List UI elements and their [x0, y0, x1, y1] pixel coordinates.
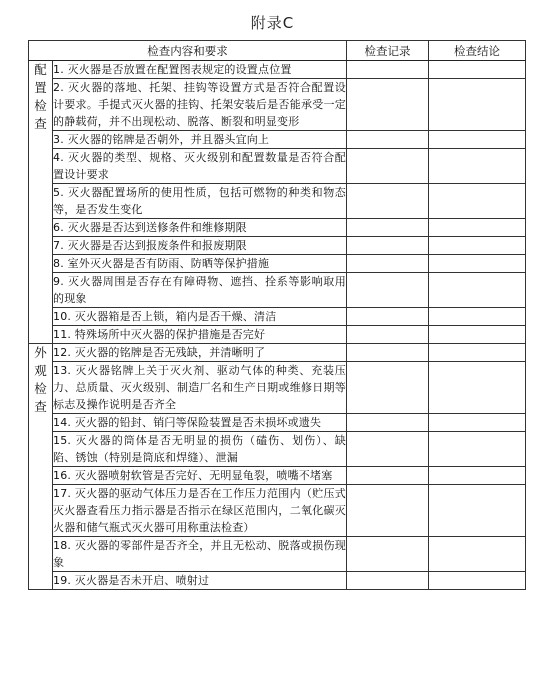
table-row [29, 237, 526, 255]
conclusion-cell[interactable] [429, 326, 526, 344]
record-cell[interactable] [347, 184, 429, 219]
conclusion-cell[interactable] [429, 273, 526, 308]
record-cell[interactable] [347, 61, 429, 79]
check-item: 19. 灭火器是否未开启、喷射过 [53, 572, 347, 590]
record-cell[interactable] [347, 219, 429, 237]
conclusion-cell[interactable] [429, 432, 526, 467]
record-cell[interactable] [347, 572, 429, 590]
conclusion-cell[interactable] [429, 79, 526, 131]
check-item: 1. 灭火器是否放置在配置图表规定的设置点位置 [53, 61, 347, 79]
header-content: 检查内容和要求 [29, 41, 347, 61]
check-item: 15. 灭火器的筒体是否无明显的损伤（磕伤、划伤）、缺陷、锈蚀（特别是筒底和焊缝）、泄漏 [53, 432, 347, 467]
conclusion-cell[interactable] [429, 237, 526, 255]
conclusion-cell[interactable] [429, 219, 526, 237]
group-label-config: 配置检查 [29, 61, 53, 344]
table-row [29, 255, 526, 273]
record-cell[interactable] [347, 149, 429, 184]
header-conclusion: 检查结论 [429, 41, 526, 61]
check-item: 18. 灭火器的零部件是否齐全，并且无松动、脱落或损伤现象 [53, 537, 347, 572]
table-row [29, 414, 526, 432]
table-row [29, 308, 526, 326]
check-item: 2. 灭火器的落地、托架、挂钩等设置方式是否符合配置设计要求。手提式灭火器的挂钩、托架安装后是否能承受一定的静载荷，并不出现松动、脱落、断裂和明显变形 [53, 79, 347, 131]
check-item: 8. 室外灭火器是否有防雨、防晒等保护措施 [53, 255, 347, 273]
table-row [29, 485, 526, 537]
header-record: 检查记录 [347, 41, 429, 61]
conclusion-cell[interactable] [429, 572, 526, 590]
conclusion-cell[interactable] [429, 344, 526, 362]
conclusion-cell[interactable] [429, 184, 526, 219]
record-cell[interactable] [347, 362, 429, 414]
record-cell[interactable] [347, 273, 429, 308]
check-item: 16. 灭火器喷射软管是否完好、无明显龟裂，喷嘴不堵塞 [53, 467, 347, 485]
check-item: 14. 灭火器的铅封、销闩等保险装置是否未损坏或遗失 [53, 414, 347, 432]
table-row [29, 362, 526, 414]
check-item: 12. 灭火器的铭牌是否无残缺，并清晰明了 [53, 344, 347, 362]
conclusion-cell[interactable] [429, 414, 526, 432]
check-item: 3. 灭火器的铭牌是否朝外，并且器头宜向上 [53, 131, 347, 149]
table-row [29, 432, 526, 467]
record-cell[interactable] [347, 326, 429, 344]
table-row [29, 79, 526, 131]
record-cell[interactable] [347, 414, 429, 432]
check-item: 6. 灭火器是否达到送修条件和维修期限 [53, 219, 347, 237]
conclusion-cell[interactable] [429, 308, 526, 326]
table-row [29, 61, 526, 79]
table-row [29, 326, 526, 344]
record-cell[interactable] [347, 79, 429, 131]
conclusion-cell[interactable] [429, 485, 526, 537]
check-item: 10. 灭火器箱是否上锁，箱内是否干燥、清洁 [53, 308, 347, 326]
record-cell[interactable] [347, 308, 429, 326]
table-row [29, 273, 526, 308]
table-row [29, 344, 526, 362]
check-item: 17. 灭火器的驱动气体压力是否在工作压力范围内（贮压式灭火器查看压力指示器是否指示在绿区范围内，二氧化碳灭火器和储气瓶式灭火器可用称重法检查） [53, 485, 347, 537]
conclusion-cell[interactable] [429, 61, 526, 79]
check-item: 11. 特殊场所中灭火器的保护措施是否完好 [53, 326, 347, 344]
record-cell[interactable] [347, 432, 429, 467]
header-row [29, 41, 526, 61]
inspection-table [28, 40, 526, 590]
table-row [29, 149, 526, 184]
conclusion-cell[interactable] [429, 537, 526, 572]
table-row [29, 572, 526, 590]
check-item: 5. 灭火器配置场所的使用性质，包括可燃物的种类和物态等，是否发生变化 [53, 184, 347, 219]
conclusion-cell[interactable] [429, 362, 526, 414]
table-row [29, 467, 526, 485]
check-item: 7. 灭火器是否达到报废条件和报废期限 [53, 237, 347, 255]
conclusion-cell[interactable] [429, 149, 526, 184]
record-cell[interactable] [347, 485, 429, 537]
table-row [29, 537, 526, 572]
conclusion-cell[interactable] [429, 131, 526, 149]
table-row [29, 184, 526, 219]
record-cell[interactable] [347, 467, 429, 485]
record-cell[interactable] [347, 131, 429, 149]
record-cell[interactable] [347, 237, 429, 255]
check-item: 9. 灭火器周围是否存在有障碍物、遮挡、拴系等影响取用的现象 [53, 273, 347, 308]
group-label-appearance: 外观检查 [29, 344, 53, 590]
conclusion-cell[interactable] [429, 467, 526, 485]
record-cell[interactable] [347, 344, 429, 362]
table-row [29, 219, 526, 237]
record-cell[interactable] [347, 537, 429, 572]
conclusion-cell[interactable] [429, 255, 526, 273]
check-item: 4. 灭火器的类型、规格、灭火级别和配置数量是否符合配置设计要求 [53, 149, 347, 184]
table-row [29, 131, 526, 149]
page-title: 附录C [250, 14, 295, 32]
record-cell[interactable] [347, 255, 429, 273]
check-item: 13. 灭火器铭牌上关于灭火剂、驱动气体的种类、充装压力、总质量、灭火级别、制造厂名和生产日期或维修日期等标志及操作说明是否齐全 [53, 362, 347, 414]
